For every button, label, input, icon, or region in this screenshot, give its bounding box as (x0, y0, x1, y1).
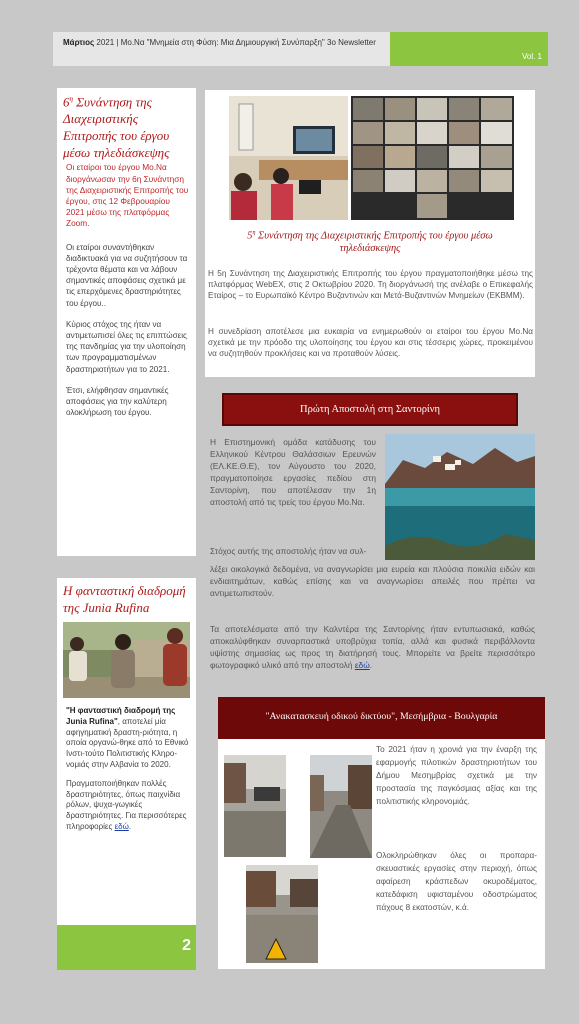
junia-caption (57, 698, 196, 771)
title-number: 5 (247, 230, 253, 242)
sidebar-article-junia-rufina (57, 578, 196, 970)
volume-label: Vol. 1 (521, 52, 542, 61)
page-number-bar (57, 925, 196, 970)
santorini-paragraph-start: Στόχος αυτής της αποστολής ήταν να συλ- (210, 546, 367, 556)
road-works-photo-1 (224, 755, 286, 857)
header-accent-bar (390, 32, 548, 66)
article-5th-meeting (205, 90, 535, 377)
santorini-paragraph-cont: λέξει οικολογικά δεδομένα, να αναγνωρίσει μια ευρεία και πλούσια ποικιλία ειδών και ενδιαιτημάτων, καθώς επίσης και να αναγνωρίσει απειλές που πρέπει να αντιμετωπιστούν. (210, 564, 535, 598)
junia-more-end: . (128, 821, 132, 831)
road-reconstruction-paragraph: Το 2021 ήταν η χρονιά για την έναρξη της εφαρμογής πιλοτικών δραστηριοτήτων του Δήμου Μεσημβρίας σχετικά με την προστασία της παγκόσμιας αξίας και της πολιτιστικής κληρονομιάς. (376, 745, 537, 806)
santorini-banner (222, 393, 518, 426)
road-reconstruction-paragraph: Ολοκληρώθηκαν όλες οι προπαρα-σκευαστικές εργασίες στην περιοχή, όπως αφαίρεση κράσπεδων οκυροδέματος, κατεδάφιση υφισταμένου οδοστρώματος πάχους 8 εκατοστών, κ.ά. (376, 851, 537, 912)
santorini-underwater-photo (385, 434, 535, 560)
heading-sup: η (69, 95, 73, 103)
santorini-photos-link[interactable]: εδώ (354, 660, 370, 670)
title-text: Συνάντηση της Διαχειριστικής Επιτροπής του έργου μέσω τηλεδιάσκεψης (255, 230, 493, 255)
road-reconstruction-banner (218, 697, 545, 739)
junia-caption-text: , αποτελεί μία αφηγηματική δραστη-ριότητα, η οποία οργανώ-θηκε από το Εθνικό Ινστι-τούτο Πολιτιστικής Κληρο-νομιάς στην Αλβανία το 2020. (66, 716, 189, 769)
junia-more-info (57, 771, 196, 833)
santorini-results-text: Τα αποτελέσματα από την Καλντέρα της Σαντορίνης ήταν εντυπωσιακά, καθώς αποκαλύφθηκαν συναρπαστικά υποβρύχια τοπία, αλλά και φυσικά περιβάλλοντα υψίστης σημασίας ως προς τη διατήρησή τους. Μπορείτε να βρείτε περισσότερο φωτογραφικό υλικό από την αποστολή (210, 624, 535, 670)
junia-rufina-photo (63, 622, 190, 698)
title-sup: η (252, 230, 256, 236)
santorini-banner-title: Πρώτη Αποστολή στη Σαντορίνη (300, 404, 440, 415)
sidebar-paragraph: Οι εταίροι συναντήθηκαν διαδικτυακά για να συζητήσουν τα τρέχοντα θέματα και να λάβουν σημαντικές αποφάσεις σχετικά με τις επερχόμενες δραστηριότητες του έργου.. (66, 242, 188, 308)
junia-more-link[interactable]: εδώ (114, 821, 129, 831)
page-number: 2 (182, 937, 191, 954)
road-works-photo-2 (310, 755, 372, 858)
junia-caption-title: "Η φανταστική διαδρομή της Junia Rufina" (66, 706, 176, 726)
sidebar-intro: Οι εταίροι του έργου Μο.Να διοργάνωσαν την 6η Συνάντηση της Διαχειριστικής Επιτροπής του έργου, στις 12 Φεβρουαρίου 2021 μέσω της πλατφόρμας Zoom. (66, 162, 189, 229)
sidebar-article-6th-meeting (57, 88, 196, 556)
article-title-5th-meeting (219, 227, 521, 255)
article-paragraph: Η συνεδρίαση αποτέλεσε μια ευκαιρία να ενημερωθούν οι εταίροι του έργου Μο.Να σχετικά με την πρόοδο της υλοποίησης του έργου και στις τέσσερις χώρες, προκειμένου να συζητηθούν προκλήσεις και να προταθούν λύσεις. (208, 327, 533, 358)
heading-number: 6 (63, 94, 70, 110)
header-title (63, 38, 376, 48)
meeting-room-photo (229, 96, 348, 220)
santorini-results-end: . (369, 660, 373, 670)
article-paragraph: Η 5η Συνάντηση της Διαχειριστικής Επιτροπής του έργου πραγματοποιήθηκε μέσω της πλατφόρμας WebEX, στις 2 Οκτωβρίου 2020. Τη διοργάνωσή της ανέλαβε ο Επικεφαλής Εταίρος – το Ευρωπαϊκό Κέντρο Βυζαντινών και Μετά-Βυζαντινών Μνημείων (ΕΚΒΜΜ). (208, 269, 533, 300)
newsletter-header (53, 32, 548, 66)
sidebar-heading-junia: Η φανταστική διαδρομή της Junia Rufina (63, 583, 186, 615)
header-rest: 2021 | Μο.Να "Μνημεία στη Φύση: Μια Δημιουργική Συνύπαρξη" 3ο Newsletter (94, 38, 376, 47)
road-works-photo-3 (246, 865, 318, 963)
santorini-results-paragraph (210, 623, 535, 671)
video-conference-photo (351, 96, 514, 220)
santorini-paragraph: Η Επιστημονική ομάδα κατάδυσης του Ελληνικού Κέντρου Θαλάσσιων Ερευνών (ΕΛ.ΚΕ.Θ.Ε), τον Αύγουστο του 2020, πραγματοποίησε εργασίες πεδίου στη Σαντορίνη, που αποτέλεσαν την 1η αποστολή από τις τρείς του έργου Μο.Να. (210, 437, 376, 507)
road-reconstruction-title: "Ανακατασκευή οδικού δικτύου", Μεσήμβρια - Βουλγαρία (265, 711, 498, 722)
article-road-reconstruction (218, 697, 545, 969)
sidebar-paragraph: Κύριος στόχος της ήταν να αντιμετωπισεί όλες τις επιπτώσεις της πανδημίας για την υλοποίηση των προγραμματισμένων δραστηριοτήτων για το 2021. (66, 319, 187, 374)
header-month: Μάρτιος (63, 38, 95, 47)
heading-text: Συνάντηση της Διαχειριστικής Επιτροπής του έργου μέσω τηλεδιάσκεψης (63, 94, 170, 161)
sidebar-heading-6th-meeting (57, 88, 196, 161)
junia-more-text: Πραγματοποιήθηκαν πολλές δραστηριότητες, όπως παιχνίδια ρόλων, ψυχα-γωγικές δραστηριότητες. Για περισσότερες πληροφορίες (66, 778, 187, 831)
sidebar-paragraph: Έτσι, ελήφθησαν σημαντικές αποφάσεις για την καλύτερη ολοκλήρωση του έργου. (66, 385, 169, 418)
